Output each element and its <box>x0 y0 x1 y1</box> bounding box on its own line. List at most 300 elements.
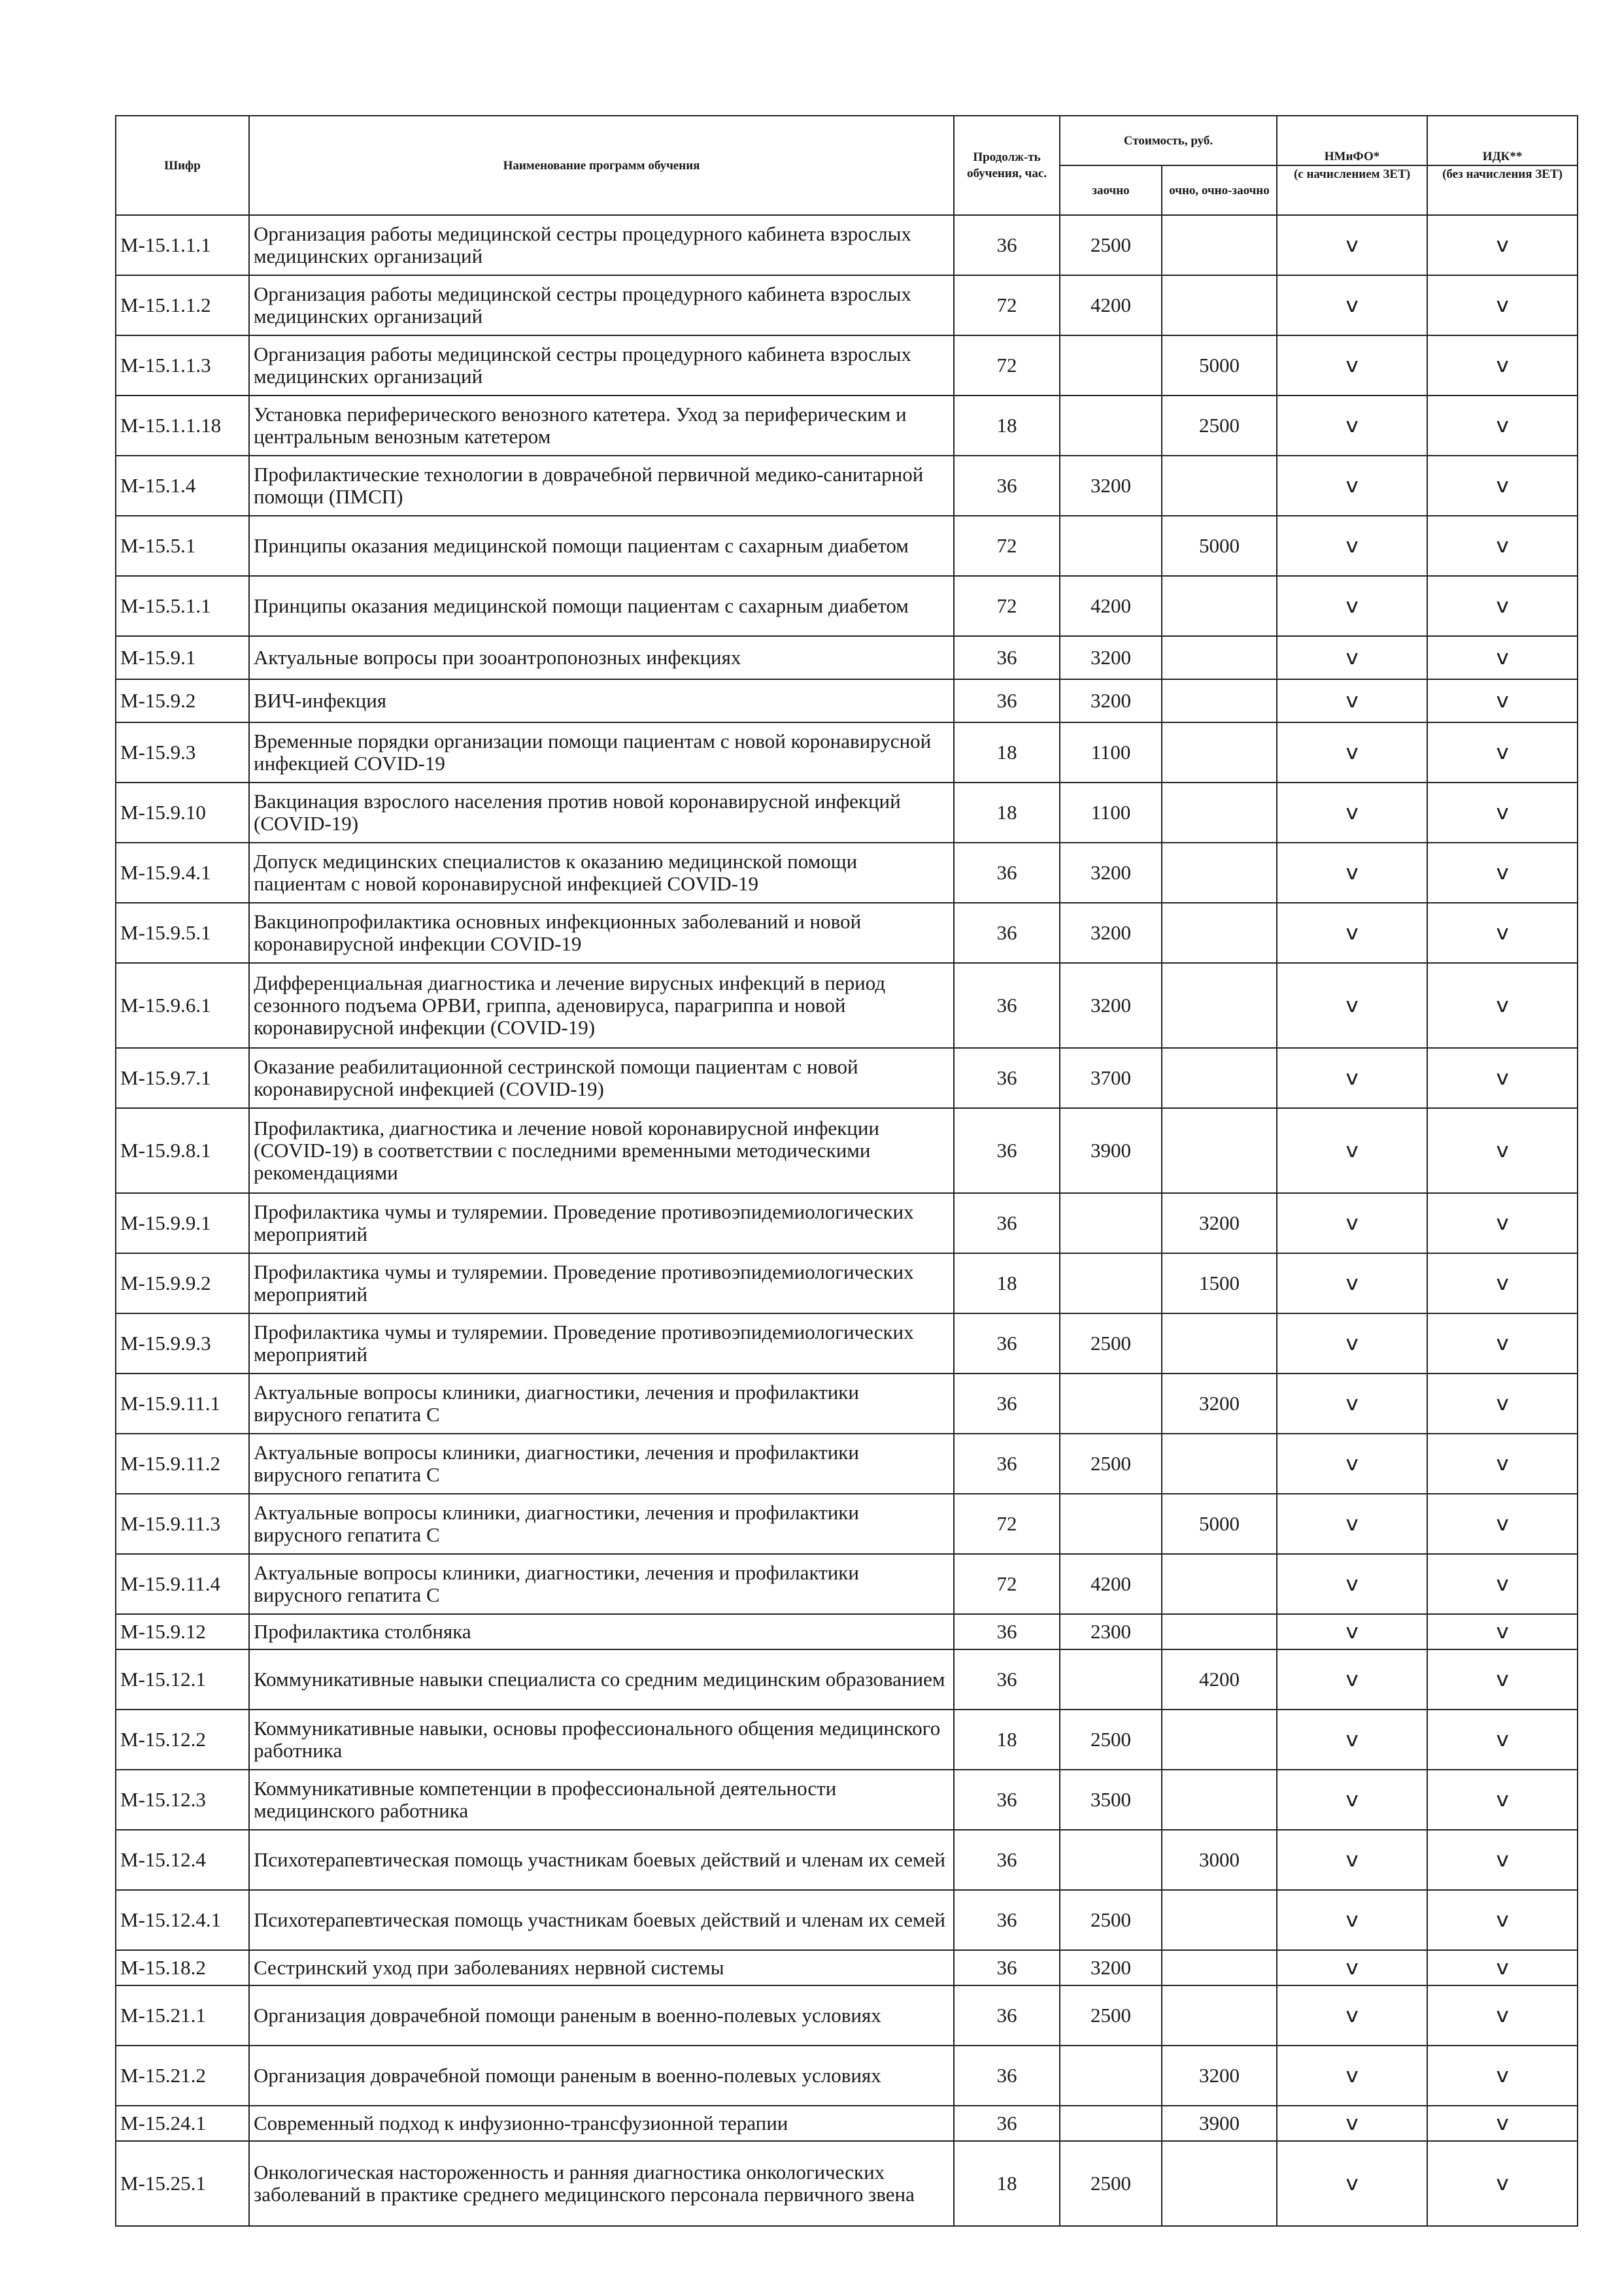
program-nmfo-mark <box>1277 516 1427 576</box>
program-cost-mixed <box>1162 1710 1277 1770</box>
program-cost-mixed <box>1162 722 1277 783</box>
program-hours: 18 <box>954 1253 1060 1313</box>
table-row <box>116 722 1578 783</box>
program-name: Актуальные вопросы клиники, диагностики, лечения и профилактики вирусного гепатита С <box>249 1554 954 1614</box>
checkmark-icon: v <box>1345 1908 1359 1932</box>
program-cost-distance <box>1060 335 1162 396</box>
program-cost-mixed: 3000 <box>1162 1830 1277 1890</box>
checkmark-icon: v <box>1345 1066 1359 1090</box>
program-code: М-15.25.1 <box>116 2141 249 2226</box>
program-nmfo-mark <box>1277 576 1427 636</box>
program-nmfo-mark <box>1277 1494 1427 1554</box>
checkmark-icon: v <box>1496 1066 1509 1090</box>
program-cost-mixed: 5000 <box>1162 516 1277 576</box>
checkmark-icon: v <box>1345 414 1359 437</box>
program-name: Онкологическая настороженность и ранняя диагностика онкологических заболеваний в практике среднего медицинского персонала первичного звена <box>249 2141 954 2226</box>
header-cost-mixed: очно, очно-заочно <box>1162 165 1277 215</box>
program-cost-mixed <box>1162 679 1277 722</box>
table-row <box>116 1313 1578 1374</box>
program-cost-mixed <box>1162 1890 1277 1950</box>
program-code: М-15.9.2 <box>116 679 249 722</box>
program-name: Вакцинация взрослого населения против новой коронавирусной инфекций (COVID-19) <box>249 783 954 843</box>
program-hours: 72 <box>954 275 1060 335</box>
checkmark-icon: v <box>1496 1392 1509 1415</box>
checkmark-icon: v <box>1496 646 1509 669</box>
checkmark-icon: v <box>1345 1512 1359 1536</box>
program-cost-mixed <box>1162 783 1277 843</box>
program-nmfo-mark <box>1277 843 1427 903</box>
program-name: Организация доврачебной помощи раненым в военно-полевых условиях <box>249 1985 954 2046</box>
checkmark-icon: v <box>1496 1908 1509 1932</box>
program-code: М-15.9.11.3 <box>116 1494 249 1554</box>
program-idk-mark <box>1427 1649 1578 1710</box>
program-nmfo-mark <box>1277 2106 1427 2141</box>
program-nmfo-mark <box>1277 456 1427 516</box>
checkmark-icon: v <box>1345 646 1359 669</box>
header-name: Наименование программ обучения <box>249 116 954 215</box>
program-hours: 36 <box>954 2046 1060 2106</box>
program-idk-mark <box>1427 516 1578 576</box>
checkmark-icon: v <box>1496 689 1509 713</box>
checkmark-icon: v <box>1345 1392 1359 1415</box>
program-code: М-15.9.1 <box>116 636 249 679</box>
checkmark-icon: v <box>1496 1211 1509 1235</box>
program-cost-mixed <box>1162 1434 1277 1494</box>
program-cost-mixed <box>1162 576 1277 636</box>
program-idk-mark <box>1427 783 1578 843</box>
program-hours: 36 <box>954 1193 1060 1253</box>
checkmark-icon: v <box>1345 801 1359 824</box>
program-nmfo-mark <box>1277 1253 1427 1313</box>
program-cost-distance: 3200 <box>1060 636 1162 679</box>
table-row <box>116 1434 1578 1494</box>
program-name: Психотерапевтическая помощь участникам боевых действий и членам их семей <box>249 1830 954 1890</box>
table-row <box>116 1985 1578 2046</box>
program-idk-mark <box>1427 1710 1578 1770</box>
checkmark-icon: v <box>1496 354 1509 377</box>
checkmark-icon: v <box>1496 1848 1509 1872</box>
program-nmfo-mark <box>1277 679 1427 722</box>
program-hours: 72 <box>954 335 1060 396</box>
table-row <box>116 1649 1578 1710</box>
program-code: М-15.9.11.4 <box>116 1554 249 1614</box>
programs-table <box>115 115 1578 2227</box>
program-nmfo-mark <box>1277 1890 1427 1950</box>
program-code: М-15.12.1 <box>116 1649 249 1710</box>
program-cost-mixed <box>1162 963 1277 1048</box>
program-idk-mark <box>1427 843 1578 903</box>
program-hours: 36 <box>954 1890 1060 1950</box>
program-name: ВИЧ-инфекция <box>249 679 954 722</box>
program-cost-distance: 4200 <box>1060 576 1162 636</box>
program-cost-mixed <box>1162 1614 1277 1649</box>
program-idk-mark <box>1427 963 1578 1048</box>
program-nmfo-mark <box>1277 1313 1427 1374</box>
program-nmfo-mark <box>1277 1985 1427 2046</box>
table-row <box>116 1193 1578 1253</box>
checkmark-icon: v <box>1496 994 1509 1017</box>
checkmark-icon: v <box>1496 2064 1509 2087</box>
table-row <box>116 275 1578 335</box>
table-row <box>116 1048 1578 1108</box>
program-idk-mark <box>1427 1614 1578 1649</box>
program-nmfo-mark <box>1277 722 1427 783</box>
program-code: М-15.18.2 <box>116 1950 249 1985</box>
program-hours: 72 <box>954 516 1060 576</box>
program-cost-mixed: 3200 <box>1162 1193 1277 1253</box>
program-cost-distance <box>1060 2046 1162 2106</box>
program-code: М-15.12.3 <box>116 1770 249 1830</box>
table-row <box>116 636 1578 679</box>
checkmark-icon: v <box>1496 1512 1509 1536</box>
program-hours: 36 <box>954 636 1060 679</box>
checkmark-icon: v <box>1496 2112 1509 2135</box>
program-nmfo-mark <box>1277 963 1427 1048</box>
program-cost-distance <box>1060 516 1162 576</box>
program-hours: 72 <box>954 576 1060 636</box>
checkmark-icon: v <box>1345 2004 1359 2027</box>
program-name: Современный подход к инфузионно-трансфузионной терапии <box>249 2106 954 2141</box>
program-idk-mark <box>1427 1434 1578 1494</box>
program-code: М-15.9.8.1 <box>116 1108 249 1193</box>
checkmark-icon: v <box>1345 1668 1359 1691</box>
program-hours: 36 <box>954 1374 1060 1434</box>
table-row <box>116 396 1578 456</box>
checkmark-icon: v <box>1496 861 1509 885</box>
program-nmfo-mark <box>1277 1434 1427 1494</box>
program-idk-mark <box>1427 275 1578 335</box>
program-name: Организация работы медицинской сестры процедурного кабинета взрослых медицинских организаций <box>249 275 954 335</box>
program-name: Коммуникативные навыки, основы профессионального общения медицинского работника <box>249 1710 954 1770</box>
program-idk-mark <box>1427 679 1578 722</box>
checkmark-icon: v <box>1345 1139 1359 1162</box>
program-cost-distance: 2500 <box>1060 215 1162 275</box>
program-name: Профилактические технологии в доврачебной первичной медико-санитарной помощи (ПМСП) <box>249 456 954 516</box>
program-nmfo-mark <box>1277 215 1427 275</box>
program-name: Коммуникативные навыки специалиста со средним медицинским образованием <box>249 1649 954 1710</box>
table-row <box>116 516 1578 576</box>
program-cost-mixed <box>1162 1108 1277 1193</box>
program-name: Установка периферического венозного катетера. Уход за периферическим и центральным венозным катетером <box>249 396 954 456</box>
program-nmfo-mark <box>1277 2046 1427 2106</box>
program-name: Организация работы медицинской сестры процедурного кабинета взрослых медицинских организаций <box>249 215 954 275</box>
program-idk-mark <box>1427 2046 1578 2106</box>
checkmark-icon: v <box>1496 1788 1509 1812</box>
program-name: Психотерапевтическая помощь участникам боевых действий и членам их семей <box>249 1890 954 1950</box>
checkmark-icon: v <box>1496 1668 1509 1691</box>
table-row <box>116 679 1578 722</box>
table-row <box>116 1710 1578 1770</box>
program-nmfo-mark <box>1277 1108 1427 1193</box>
program-nmfo-mark <box>1277 903 1427 963</box>
program-nmfo-mark <box>1277 783 1427 843</box>
program-cost-distance: 3200 <box>1060 903 1162 963</box>
program-cost-distance <box>1060 1193 1162 1253</box>
program-idk-mark <box>1427 2141 1578 2226</box>
program-code: М-15.1.4 <box>116 456 249 516</box>
checkmark-icon: v <box>1496 414 1509 437</box>
program-idk-mark <box>1427 2106 1578 2141</box>
checkmark-icon: v <box>1345 1332 1359 1355</box>
program-idk-mark <box>1427 722 1578 783</box>
table-row <box>116 1770 1578 1830</box>
program-cost-distance: 1100 <box>1060 783 1162 843</box>
header-idk-sub: (без начисления ЗЕТ) <box>1427 165 1578 215</box>
program-code: М-15.9.6.1 <box>116 963 249 1048</box>
checkmark-icon: v <box>1496 1956 1509 1980</box>
program-name: Профилактика чумы и туляремии. Проведение противоэпидемиологических мероприятий <box>249 1193 954 1253</box>
program-nmfo-mark <box>1277 1193 1427 1253</box>
program-idk-mark <box>1427 215 1578 275</box>
program-cost-distance: 3200 <box>1060 1950 1162 1985</box>
program-cost-distance <box>1060 1253 1162 1313</box>
program-code: М-15.9.11.2 <box>116 1434 249 1494</box>
program-code: М-15.9.10 <box>116 783 249 843</box>
checkmark-icon: v <box>1496 1272 1509 1295</box>
checkmark-icon: v <box>1345 994 1359 1017</box>
program-code: М-15.9.5.1 <box>116 903 249 963</box>
header-code: Шифр <box>116 116 249 215</box>
checkmark-icon: v <box>1345 1728 1359 1751</box>
program-hours: 36 <box>954 2106 1060 2141</box>
program-code: М-15.24.1 <box>116 2106 249 2141</box>
checkmark-icon: v <box>1345 741 1359 764</box>
program-hours: 36 <box>954 1649 1060 1710</box>
program-hours: 72 <box>954 1554 1060 1614</box>
program-hours: 18 <box>954 2141 1060 2226</box>
program-hours: 72 <box>954 1494 1060 1554</box>
program-cost-mixed <box>1162 843 1277 903</box>
program-cost-mixed <box>1162 1313 1277 1374</box>
checkmark-icon: v <box>1345 2112 1359 2135</box>
program-cost-distance: 2500 <box>1060 1985 1162 2046</box>
program-code: М-15.9.4.1 <box>116 843 249 903</box>
program-hours: 36 <box>954 843 1060 903</box>
program-idk-mark <box>1427 456 1578 516</box>
program-nmfo-mark <box>1277 1710 1427 1770</box>
program-idk-mark <box>1427 1770 1578 1830</box>
checkmark-icon: v <box>1496 1332 1509 1355</box>
program-hours: 18 <box>954 1710 1060 1770</box>
program-idk-mark <box>1427 1985 1578 2046</box>
program-idk-mark <box>1427 576 1578 636</box>
program-name: Коммуникативные компетенции в профессиональной деятельности медицинского работника <box>249 1770 954 1830</box>
program-name: Временные порядки организации помощи пациентам с новой коронавирусной инфекцией COVID-19 <box>249 722 954 783</box>
program-code: М-15.12.4.1 <box>116 1890 249 1950</box>
program-cost-distance <box>1060 1830 1162 1890</box>
program-nmfo-mark <box>1277 2141 1427 2226</box>
program-code: М-15.9.9.3 <box>116 1313 249 1374</box>
checkmark-icon: v <box>1496 801 1509 824</box>
program-idk-mark <box>1427 1048 1578 1108</box>
program-name: Оказание реабилитационной сестринской помощи пациентам с новой коронавирусной инфекцией (COVID-19) <box>249 1048 954 1108</box>
checkmark-icon: v <box>1496 474 1509 498</box>
program-hours: 36 <box>954 1434 1060 1494</box>
program-cost-distance: 2500 <box>1060 2141 1162 2226</box>
program-name: Актуальные вопросы клиники, диагностики, лечения и профилактики вирусного гепатита С <box>249 1374 954 1434</box>
program-cost-distance: 2500 <box>1060 1313 1162 1374</box>
program-hours: 36 <box>954 1830 1060 1890</box>
program-hours: 36 <box>954 1770 1060 1830</box>
program-name: Дифференциальная диагностика и лечение вирусных инфекций в период сезонного подъема ОРВИ, гриппа, аденовируса, парагриппа и новой коронавирусной инфекции (COVID-19) <box>249 963 954 1048</box>
checkmark-icon: v <box>1345 594 1359 618</box>
checkmark-icon: v <box>1345 1848 1359 1872</box>
program-hours: 18 <box>954 396 1060 456</box>
checkmark-icon: v <box>1345 689 1359 713</box>
program-idk-mark <box>1427 335 1578 396</box>
checkmark-icon: v <box>1345 1452 1359 1476</box>
program-name: Принципы оказания медицинской помощи пациентам с сахарным диабетом <box>249 576 954 636</box>
program-name: Организация доврачебной помощи раненым в военно-полевых условиях <box>249 2046 954 2106</box>
program-nmfo-mark <box>1277 1614 1427 1649</box>
program-cost-mixed <box>1162 1950 1277 1985</box>
checkmark-icon: v <box>1345 1788 1359 1812</box>
program-cost-mixed <box>1162 275 1277 335</box>
program-name: Профилактика столбняка <box>249 1614 954 1649</box>
program-cost-distance <box>1060 1494 1162 1554</box>
table-row <box>116 1253 1578 1313</box>
program-code: М-15.9.11.1 <box>116 1374 249 1434</box>
program-code: М-15.9.9.2 <box>116 1253 249 1313</box>
program-idk-mark <box>1427 636 1578 679</box>
program-cost-distance: 1100 <box>1060 722 1162 783</box>
program-name: Допуск медицинских специалистов к оказанию медицинской помощи пациентам с новой коронавирусной инфекцией COVID-19 <box>249 843 954 903</box>
program-cost-distance: 4200 <box>1060 1554 1162 1614</box>
checkmark-icon: v <box>1345 1272 1359 1295</box>
program-hours: 36 <box>954 963 1060 1048</box>
checkmark-icon: v <box>1496 1139 1509 1162</box>
checkmark-icon: v <box>1345 1211 1359 1235</box>
checkmark-icon: v <box>1345 1572 1359 1596</box>
program-cost-mixed: 3900 <box>1162 2106 1277 2141</box>
program-name: Организация работы медицинской сестры процедурного кабинета взрослых медицинских организаций <box>249 335 954 396</box>
program-cost-distance: 3200 <box>1060 456 1162 516</box>
table-row <box>116 1554 1578 1614</box>
table-row <box>116 2046 1578 2106</box>
checkmark-icon: v <box>1496 741 1509 764</box>
program-hours: 36 <box>954 1614 1060 1649</box>
program-idk-mark <box>1427 1193 1578 1253</box>
program-hours: 36 <box>954 1108 1060 1193</box>
program-code: М-15.9.12 <box>116 1614 249 1649</box>
program-code: М-15.5.1.1 <box>116 576 249 636</box>
program-name: Профилактика чумы и туляремии. Проведение противоэпидемиологических мероприятий <box>249 1313 954 1374</box>
program-cost-distance <box>1060 396 1162 456</box>
program-name: Актуальные вопросы клиники, диагностики, лечения и профилактики вирусного гепатита С <box>249 1434 954 1494</box>
program-hours: 18 <box>954 722 1060 783</box>
program-code: М-15.12.4 <box>116 1830 249 1890</box>
program-cost-distance: 3200 <box>1060 843 1162 903</box>
program-cost-mixed <box>1162 215 1277 275</box>
checkmark-icon: v <box>1496 1452 1509 1476</box>
table-row <box>116 963 1578 1048</box>
table-row <box>116 576 1578 636</box>
program-cost-mixed <box>1162 903 1277 963</box>
checkmark-icon: v <box>1496 294 1509 317</box>
program-nmfo-mark <box>1277 636 1427 679</box>
checkmark-icon: v <box>1345 921 1359 945</box>
program-cost-mixed: 5000 <box>1162 1494 1277 1554</box>
program-idk-mark <box>1427 1554 1578 1614</box>
program-code: М-15.1.1.3 <box>116 335 249 396</box>
table-row <box>116 1374 1578 1434</box>
program-idk-mark <box>1427 903 1578 963</box>
checkmark-icon: v <box>1496 534 1509 558</box>
program-idk-mark <box>1427 1890 1578 1950</box>
header-cost-distance: заочно <box>1060 165 1162 215</box>
program-hours: 18 <box>954 783 1060 843</box>
checkmark-icon: v <box>1345 2172 1359 2195</box>
program-cost-mixed: 4200 <box>1162 1649 1277 1710</box>
program-idk-mark <box>1427 1950 1578 1985</box>
program-hours: 36 <box>954 679 1060 722</box>
table-row <box>116 1494 1578 1554</box>
checkmark-icon: v <box>1345 294 1359 317</box>
program-cost-distance: 2300 <box>1060 1614 1162 1649</box>
checkmark-icon: v <box>1345 1956 1359 1980</box>
program-cost-distance: 2500 <box>1060 1710 1162 1770</box>
program-idk-mark <box>1427 1830 1578 1890</box>
program-nmfo-mark <box>1277 1048 1427 1108</box>
program-code: М-15.1.1.1 <box>116 215 249 275</box>
header-nmfo: НМиФО* <box>1277 116 1427 165</box>
program-nmfo-mark <box>1277 396 1427 456</box>
program-nmfo-mark <box>1277 1830 1427 1890</box>
program-cost-distance: 3200 <box>1060 679 1162 722</box>
checkmark-icon: v <box>1496 1728 1509 1751</box>
program-code: М-15.5.1 <box>116 516 249 576</box>
program-code: М-15.1.1.2 <box>116 275 249 335</box>
program-name: Актуальные вопросы при зооантропонозных инфекциях <box>249 636 954 679</box>
table-row <box>116 1614 1578 1649</box>
program-hours: 36 <box>954 903 1060 963</box>
program-cost-mixed <box>1162 1048 1277 1108</box>
table-row <box>116 1950 1578 1985</box>
header-cost: Стоимость, руб. <box>1060 116 1277 165</box>
checkmark-icon: v <box>1345 861 1359 885</box>
checkmark-icon: v <box>1496 233 1509 257</box>
program-name: Профилактика, диагностика и лечение новой коронавирусной инфекции (COVID-19) в соответствии с последними временными методическими рекомендациями <box>249 1108 954 1193</box>
checkmark-icon: v <box>1496 2172 1509 2195</box>
table-row <box>116 215 1578 275</box>
program-cost-mixed <box>1162 1554 1277 1614</box>
checkmark-icon: v <box>1496 921 1509 945</box>
program-idk-mark <box>1427 1494 1578 1554</box>
program-cost-distance: 4200 <box>1060 275 1162 335</box>
program-hours: 36 <box>954 1313 1060 1374</box>
table-row <box>116 1830 1578 1890</box>
table-row <box>116 335 1578 396</box>
program-code: М-15.9.7.1 <box>116 1048 249 1108</box>
table-row <box>116 1108 1578 1193</box>
program-cost-mixed: 2500 <box>1162 396 1277 456</box>
table-row <box>116 903 1578 963</box>
program-code: М-15.21.1 <box>116 1985 249 2046</box>
table-row <box>116 1890 1578 1950</box>
program-code: М-15.9.9.1 <box>116 1193 249 1253</box>
program-cost-mixed: 3200 <box>1162 1374 1277 1434</box>
program-cost-mixed <box>1162 1770 1277 1830</box>
program-cost-distance: 3200 <box>1060 963 1162 1048</box>
checkmark-icon: v <box>1345 1620 1359 1644</box>
program-cost-mixed <box>1162 636 1277 679</box>
program-cost-mixed: 5000 <box>1162 335 1277 396</box>
program-idk-mark <box>1427 1374 1578 1434</box>
program-nmfo-mark <box>1277 335 1427 396</box>
table-row <box>116 2141 1578 2226</box>
program-cost-mixed: 1500 <box>1162 1253 1277 1313</box>
table-row <box>116 2106 1578 2141</box>
